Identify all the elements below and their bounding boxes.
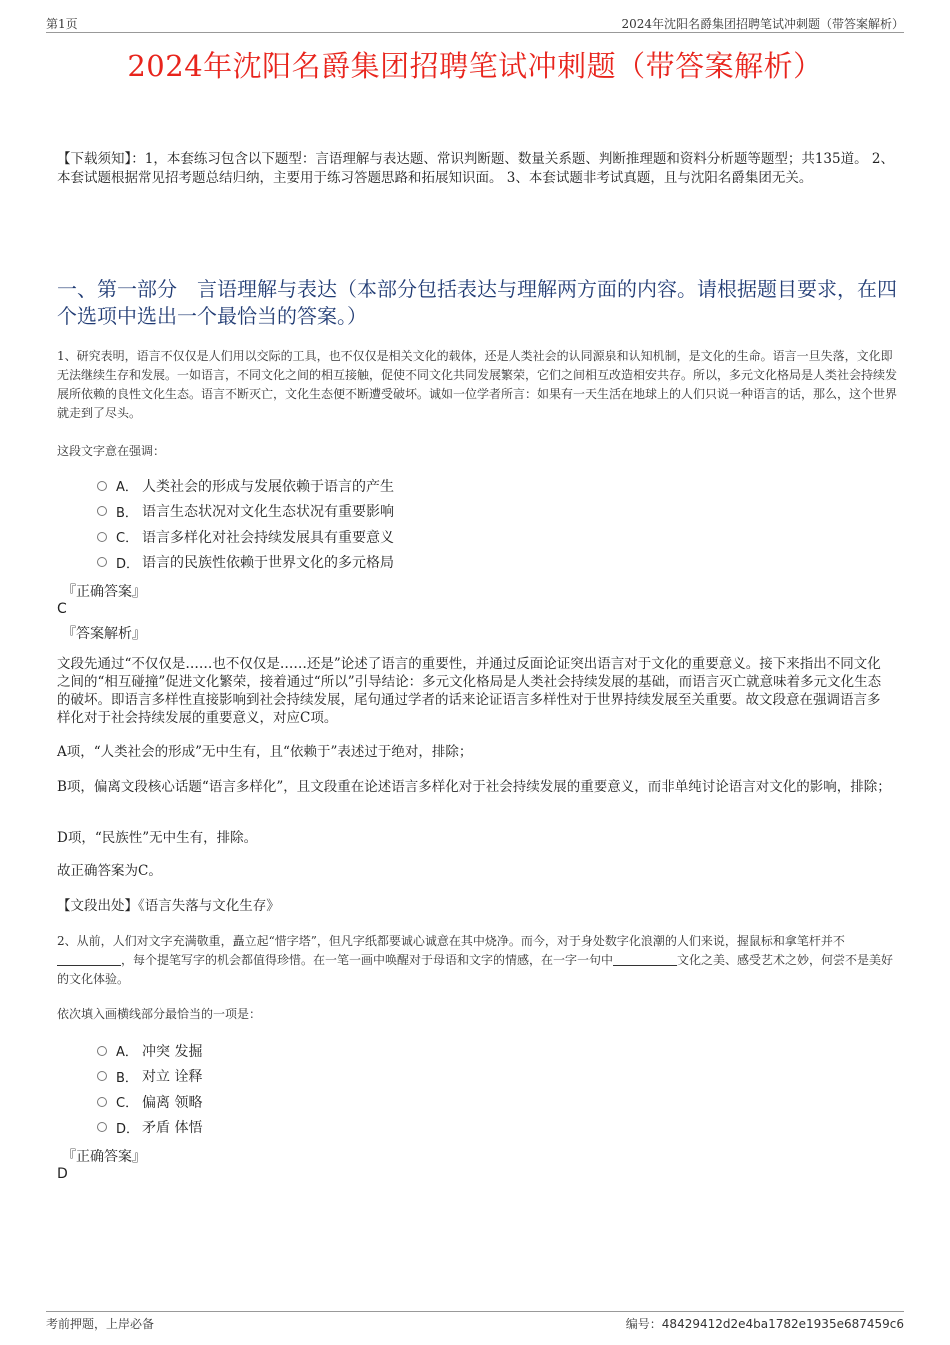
download-notice: 【下载须知】：1，本套练习包含以下题型：言语理解与表达题、常识判断题、数量关系题、判断推理题和资料分析题等题型；共135道。 2、本套试题根据常见招考题总结归纳，主要用于练习答题思路和拓展知识面。 3、本套试题非考试真题，且与沈阳名爵集团无关。 bbox=[57, 151, 894, 186]
option-a[interactable]: A． 人类社会的形成与发展依赖于语言的产生 bbox=[97, 473, 394, 499]
radio-icon[interactable] bbox=[97, 1122, 107, 1132]
question-2-text: 2、从前，人们对文字充满敬重，矗立起“惜字塔”，但凡字纸都要诚心诚意在其中烧净。而今，对于身处数字化浪潮的人们来说，握鼠标和拿笔杆并不，每个提笔写字的机会都值得珍惜。在一笔一画中唤醒对于母语和文字的情感，在一字一句中 文化之美、感受艺术之妙，何尝不是美好的文化体验。 bbox=[57, 934, 894, 986]
header-doc-title: 2024年沈阳名爵集团招聘笔试冲刺题（带答案解析） bbox=[621, 17, 904, 31]
option-c[interactable]: C． 偏离 领略 bbox=[97, 1089, 202, 1115]
page-title: 2024年沈阳名爵集团招聘笔试冲刺题（带答案解析） bbox=[127, 49, 823, 83]
page-footer bbox=[46, 1311, 904, 1332]
radio-icon[interactable] bbox=[97, 481, 107, 491]
option-d[interactable]: D． 矛盾 体悟 bbox=[97, 1115, 202, 1141]
radio-icon[interactable] bbox=[97, 532, 107, 542]
source-citation: 【文段出处】《语言失落与文化生存》 bbox=[57, 898, 280, 914]
question-1-prompt: 这段文字意在强调： bbox=[57, 444, 166, 458]
footer-slogan: 考前押题，上岸必备 bbox=[46, 1317, 155, 1331]
question-2-prompt: 依次填入画横线部分最恰当的一项是： bbox=[57, 1007, 262, 1021]
radio-icon[interactable] bbox=[97, 557, 107, 567]
page-header bbox=[46, 14, 904, 33]
question-1-answer-tag: 『正确答案』 bbox=[62, 584, 146, 600]
question-1-answer: C bbox=[57, 601, 67, 617]
question-2-answer: D bbox=[57, 1166, 68, 1182]
radio-icon[interactable] bbox=[97, 506, 107, 516]
question-1-analysis-tag: 『答案解析』 bbox=[62, 626, 146, 642]
option-d[interactable]: D． 语言的民族性依赖于世界文化的多元格局 bbox=[97, 550, 394, 576]
option-b[interactable]: B． 对立 诠释 bbox=[97, 1064, 202, 1090]
page-number: 第1页 bbox=[46, 17, 78, 31]
analysis-paragraph: A项，“人类社会的形成”无中生有，且“依赖于”表述过于绝对，排除； bbox=[57, 744, 473, 760]
question-1-text: 1、研究表明，语言不仅仅是人们用以交际的工具，也不仅仅是相关文化的载体，还是人类社会的认同源泉和认知机制，是文化的生命。语言一旦失落，文化即无法继续生存和发展。一如语言，不同文化之间的相互接触，促使不同文化共同发展繁荣，它们之间相互改造相安共存。所以，多元文化格局是人类社会持续发展所依赖的良性文化生态。语言不断灭亡，文化生态便不断遭受破坏。诚如一位学者所言：如果有一天生活在地球上的人们只说一种语言的话，那么，这个世界就走到了尽头。 bbox=[57, 349, 898, 420]
question-2-answer-tag: 『正确答案』 bbox=[62, 1149, 146, 1165]
radio-icon[interactable] bbox=[97, 1046, 107, 1056]
analysis-paragraph: 文段先通过“不仅仅是……也不仅仅是……还是”论述了语言的重要性，并通过反面论证突出语言对于文化的重要意义。接下来指出不同文化之间的“相互碰撞”促进文化繁荣，接着通过“所以”引导结论：多元文化格局是人类社会持续发展的基础，而语言灭亡就意味着多元文化生态的破坏。即语言多样性直接影响到社会持续发展，尾句通过学者的话来论证语言多样性对于世界持续发展至关重要。故文段意在强调语言多样化对于社会持续发展的重要意义，对应C项。 bbox=[57, 656, 882, 726]
analysis-paragraph: B项，偏离文段核心话题“语言多样化”，且文段重在论述语言多样化对于社会持续发展的重要意义，而非单纯讨论语言对文化的影响，排除； bbox=[57, 779, 891, 795]
fill-blank bbox=[613, 953, 677, 966]
analysis-paragraph: D项，“民族性”无中生有，排除。 bbox=[57, 830, 258, 846]
option-a[interactable]: A． 冲突 发掘 bbox=[97, 1038, 202, 1064]
option-b[interactable]: B． 语言生态状况对文化生态状况有重要影响 bbox=[97, 499, 394, 525]
section-title: 一、第一部分 言语理解与表达（本部分包括表达与理解两方面的内容。请根据题目要求，在四个选项中选出一个最恰当的答案。） bbox=[57, 277, 897, 328]
option-c[interactable]: C． 语言多样化对社会持续发展具有重要意义 bbox=[97, 524, 394, 550]
analysis-paragraph: 故正确答案为C。 bbox=[57, 863, 162, 879]
radio-icon[interactable] bbox=[97, 1097, 107, 1107]
question-2-options bbox=[97, 1038, 202, 1140]
radio-icon[interactable] bbox=[97, 1071, 107, 1081]
footer-code: 编号：48429412d2e4ba1782e1935e687459c6 bbox=[625, 1317, 904, 1331]
fill-blank bbox=[57, 953, 121, 966]
question-1-options bbox=[97, 473, 394, 575]
